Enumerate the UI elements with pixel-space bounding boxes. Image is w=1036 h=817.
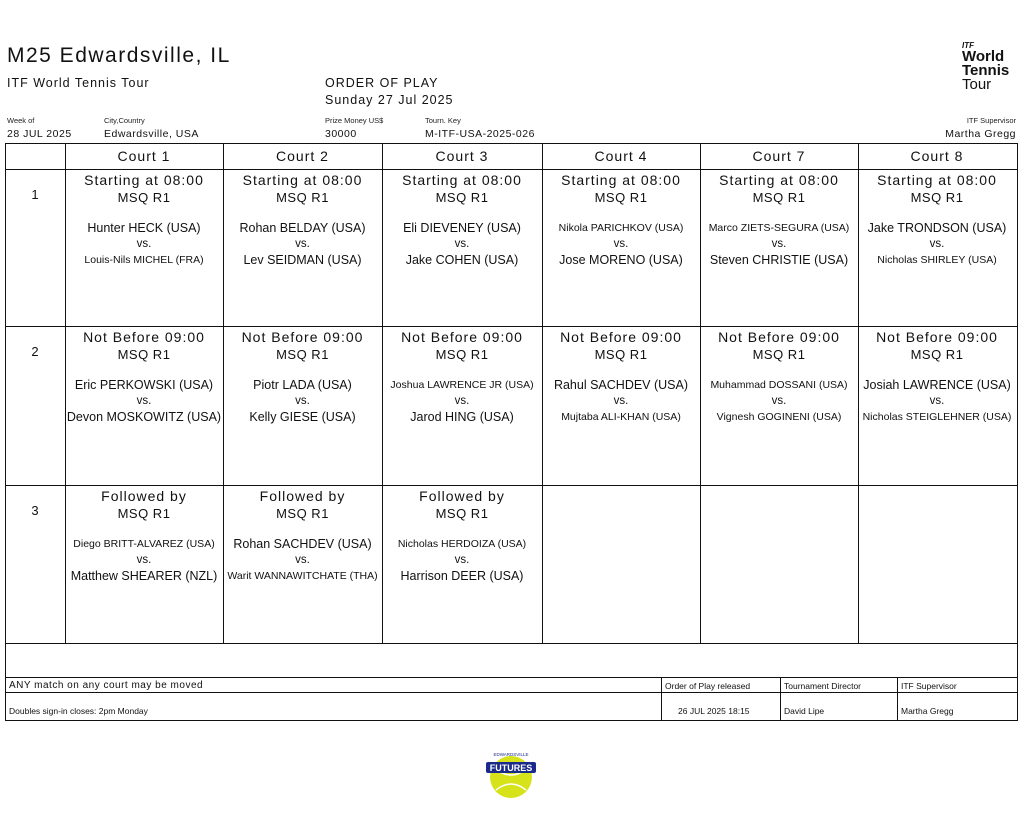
match-round: MSQ R1 (435, 506, 489, 521)
order-of-play-grid (5, 143, 1018, 678)
badge-main-text: FUTURES (489, 763, 533, 773)
match-round: MSQ R1 (910, 347, 964, 362)
match-cell (223, 328, 382, 483)
player-one: Eric PERKOWSKI (USA) (74, 378, 214, 392)
match-time: Not Before 09:00 (401, 329, 523, 345)
court-header: Court 4 (594, 148, 648, 164)
player-two: Jarod HING (USA) (410, 410, 514, 424)
player-one: Nikola PARICHKOV (USA) (558, 222, 684, 234)
footer-table (5, 678, 1018, 721)
player-one: Jake TRONDSON (USA) (867, 221, 1007, 235)
match-round: MSQ R1 (435, 190, 489, 205)
versus-label: vs. (295, 554, 310, 566)
released-value: 26 JUL 2025 18:15 (678, 706, 750, 716)
player-two: Nicholas STEIGLEHNER (USA) (862, 411, 1012, 423)
match-round: MSQ R1 (276, 190, 329, 205)
grid-row-divider (6, 643, 1017, 644)
player-one: Eli DIEVENEY (USA) (403, 221, 521, 235)
match-cell (65, 171, 223, 324)
player-one: Josiah LAWRENCE (USA) (863, 378, 1011, 392)
footer-supervisor-value: Martha Gregg (901, 706, 954, 716)
badge-top-text: EDWARDSVILLE (493, 752, 529, 757)
director-value: David Lipe (784, 706, 825, 716)
round-number: 2 (31, 344, 39, 359)
player-one: Rahul SACHDEV (USA) (553, 378, 689, 392)
prize-money-value: 30000 (325, 128, 357, 140)
match-cell (223, 487, 382, 641)
city-label: City,Country (104, 116, 145, 125)
tournament-title: M25 Edwardsville, IL (7, 44, 231, 67)
match-round: MSQ R1 (910, 190, 964, 205)
versus-label: vs. (136, 238, 152, 250)
match-cell (542, 328, 700, 483)
grid-row-divider (6, 169, 1017, 170)
match-round: MSQ R1 (117, 190, 171, 205)
versus-label: vs. (454, 395, 470, 407)
player-two: Steven CHRISTIE (USA) (709, 253, 849, 267)
order-of-play-heading: ORDER OF PLAY (325, 76, 439, 90)
versus-label: vs. (295, 238, 310, 250)
match-cell (223, 171, 382, 324)
player-one: Hunter HECK (USA) (87, 221, 201, 235)
match-cell (382, 487, 542, 641)
footer-col-divider (897, 678, 898, 720)
footer-row-divider (6, 692, 1017, 693)
versus-label: vs. (136, 554, 152, 566)
versus-label: vs. (771, 238, 787, 250)
grid-row-divider (6, 485, 1017, 486)
match-round: MSQ R1 (752, 347, 806, 362)
match-cell (65, 328, 223, 483)
footer-note-moved: ANY match on any court may be moved (9, 680, 204, 691)
match-round: MSQ R1 (435, 347, 489, 362)
versus-label: vs. (771, 395, 787, 407)
player-one: Joshua LAWRENCE JR (USA) (390, 379, 534, 391)
player-one: Muhammad DOSSANI (USA) (710, 379, 848, 391)
versus-label: vs. (613, 238, 629, 250)
versus-label: vs. (136, 395, 152, 407)
court-header: Court 2 (276, 148, 329, 164)
versus-label: vs. (929, 238, 945, 250)
grid-row-divider (6, 326, 1017, 327)
match-time: Starting at 08:00 (402, 172, 522, 188)
player-two: Jake COHEN (USA) (405, 253, 519, 267)
player-two: Mujtaba ALI-KHAN (USA) (561, 411, 681, 423)
footer-note-doubles: Doubles sign-in closes: 2pm Monday (9, 706, 148, 716)
match-time: Followed by (419, 488, 505, 504)
match-cell (382, 328, 542, 483)
match-cell (700, 171, 858, 324)
match-cell (700, 328, 858, 483)
released-label: Order of Play released (665, 681, 751, 691)
player-two: Kelly GIESE (USA) (249, 410, 356, 424)
tour-name: ITF World Tennis Tour (7, 76, 150, 90)
match-time: Followed by (101, 488, 187, 504)
match-cell (858, 328, 1016, 483)
player-two: Lev SEIDMAN (USA) (243, 253, 362, 267)
match-round: MSQ R1 (594, 347, 648, 362)
footer-col-divider (661, 678, 662, 720)
player-two: Vignesh GOGINENI (USA) (716, 411, 842, 423)
match-round: MSQ R1 (117, 506, 171, 521)
match-time: Followed by (259, 488, 346, 504)
player-one: Rohan SACHDEV (USA) (233, 537, 372, 551)
match-time: Not Before 09:00 (241, 329, 364, 345)
supervisor-label: ITF Supervisor (966, 116, 1016, 125)
versus-label: vs. (613, 395, 629, 407)
match-cell (382, 171, 542, 324)
court-header: Court 8 (910, 148, 964, 164)
city-value: Edwardsville, USA (104, 128, 199, 140)
court-header: Court 1 (117, 148, 171, 164)
match-round: MSQ R1 (117, 347, 171, 362)
player-two: Nicholas SHIRLEY (USA) (877, 254, 997, 266)
week-of-label: Week of (7, 116, 35, 125)
versus-label: vs. (454, 238, 470, 250)
player-two: Matthew SHEARER (NZL) (70, 569, 218, 583)
match-round: MSQ R1 (276, 347, 329, 362)
player-one: Diego BRITT-ALVAREZ (USA) (73, 538, 215, 550)
player-two: Warit WANNAWITCHATE (THA) (227, 570, 378, 582)
tourn-key-label: Tourn. Key (425, 116, 461, 125)
tourn-key-value: M-ITF-USA-2025-026 (425, 128, 535, 140)
logo-itf-text: ITF (962, 41, 974, 50)
match-time: Starting at 08:00 (561, 172, 681, 188)
supervisor-value: Martha Gregg (945, 128, 1016, 140)
round-number: 1 (31, 187, 39, 202)
edwardsville-futures-badge (482, 748, 540, 800)
match-time: Not Before 09:00 (560, 329, 682, 345)
match-cell (542, 171, 700, 324)
player-two: Devon MOSKOWITZ (USA) (66, 410, 222, 424)
versus-label: vs. (454, 554, 470, 566)
player-two: Louis-Nils MICHEL (FRA) (84, 254, 204, 266)
director-label: Tournament Director (784, 681, 862, 691)
match-time: Starting at 08:00 (877, 172, 997, 188)
match-time: Starting at 08:00 (242, 172, 363, 188)
court-header: Court 7 (752, 148, 806, 164)
player-one: Piotr LADA (USA) (253, 378, 352, 392)
player-one: Nicholas HERDOIZA (USA) (397, 538, 527, 550)
player-two: Jose MORENO (USA) (559, 253, 683, 267)
footer-col-divider (780, 678, 781, 720)
match-round: MSQ R1 (594, 190, 648, 205)
match-time: Starting at 08:00 (84, 172, 204, 188)
versus-label: vs. (929, 395, 945, 407)
round-number: 3 (31, 503, 39, 518)
match-time: Not Before 09:00 (83, 329, 205, 345)
match-cell (65, 487, 223, 641)
logo-world-text: World (962, 48, 1005, 65)
player-one: Rohan BELDAY (USA) (239, 221, 366, 235)
court-header: Court 3 (435, 148, 489, 164)
itf-world-tennis-tour-logo (962, 42, 1022, 92)
logo-tour-text: Tour (962, 76, 992, 93)
player-one: Marco ZIETS-SEGURA (USA) (708, 222, 850, 234)
prize-money-label: Prize Money US$ (325, 116, 384, 125)
match-time: Starting at 08:00 (719, 172, 839, 188)
match-time: Not Before 09:00 (876, 329, 998, 345)
logo-tennis-text: Tennis (962, 62, 1010, 79)
footer-supervisor-label: ITF Supervisor (901, 681, 957, 691)
versus-label: vs. (295, 395, 310, 407)
week-of-value: 28 JUL 2025 (7, 128, 72, 140)
play-date: Sunday 27 Jul 2025 (325, 93, 454, 107)
match-round: MSQ R1 (276, 506, 329, 521)
player-two: Harrison DEER (USA) (400, 569, 524, 583)
match-round: MSQ R1 (752, 190, 806, 205)
match-cell (858, 171, 1016, 324)
match-time: Not Before 09:00 (718, 329, 840, 345)
